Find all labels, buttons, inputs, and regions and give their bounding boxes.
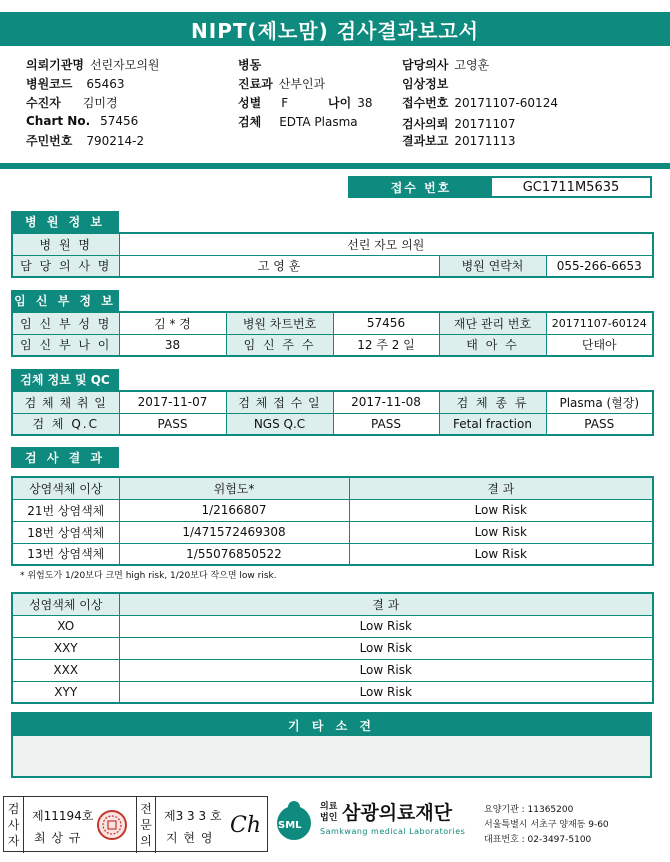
footer	[0, 796, 670, 854]
chromosome-name: XXX	[12, 659, 119, 681]
fetus-count-label: 태 아 수	[439, 334, 546, 356]
request-date: 검사의뢰 20171107	[402, 117, 516, 131]
hospital-name-label: 병 원 명	[12, 233, 119, 255]
verifier-number: 제3 3 3 호	[164, 809, 222, 823]
org-prefix: 의료 법인	[320, 802, 338, 823]
address: 서울특별시 서초구 양재동 9-60	[484, 820, 609, 830]
organization-block	[272, 796, 667, 852]
table-row	[12, 681, 653, 703]
sex-result-header: 결 과	[119, 593, 653, 615]
report-title: NIPT(제노맘) 검사결과보고서	[0, 12, 670, 46]
foundation-number-label: 재단 관리 번호	[439, 312, 546, 334]
inspector-label: 검 사 자	[4, 797, 24, 853]
receive-date-value: 2017-11-08	[333, 391, 439, 413]
fetal-fraction-label: Fetal fraction	[439, 413, 546, 435]
specimen-table	[11, 390, 654, 436]
organization-english-name: Samkwang medical Laboratories	[320, 827, 466, 836]
fetus-count-value: 단태아	[546, 334, 653, 356]
section-result-label: 검 사 결 과	[11, 447, 119, 468]
contact-value: 055-266-6653	[546, 255, 653, 277]
hospital-name: 의뢰기관명 선린자모의원	[26, 58, 160, 72]
pregnancy-weeks-label: 임 신 주 수	[226, 334, 333, 356]
logo-text: SML	[278, 820, 302, 831]
patient-info	[0, 50, 670, 160]
risk-value: 1/471572469308	[119, 521, 349, 543]
pregnant-name-value: 김 * 경	[119, 312, 226, 334]
table-row	[12, 659, 653, 681]
fetal-fraction-value: PASS	[546, 413, 653, 435]
verifier-label: 전 문 의	[136, 797, 156, 853]
pregnancy-weeks-value: 12 주 2 일	[333, 334, 439, 356]
chromosome-name: 21번 상염색체	[12, 499, 119, 521]
hospital-table	[11, 232, 654, 278]
signature-box	[3, 796, 268, 852]
foundation-number-value: 20171107-60124	[546, 312, 653, 334]
result-value: Low Risk	[349, 521, 653, 543]
result-value: Low Risk	[119, 615, 653, 637]
risk-value: 1/2166807	[119, 499, 349, 521]
specimen: 검체 EDTA Plasma	[238, 115, 358, 129]
resident-no: 주민번호 790214-2	[26, 134, 145, 148]
specimen-type-label: 검 체 종 류	[439, 391, 546, 413]
chromosome-name: XO	[12, 615, 119, 637]
doctor-name-value: 고 영 훈	[119, 255, 439, 277]
seal-icon	[96, 809, 128, 841]
ngs-qc-value: PASS	[333, 413, 439, 435]
result-value: Low Risk	[349, 543, 653, 565]
table-row	[12, 543, 653, 565]
chromosome-name: 13번 상염색체	[12, 543, 119, 565]
hospital-name-value: 선린 자모 의원	[119, 233, 653, 255]
chromosome-name: 18번 상염색체	[12, 521, 119, 543]
chart-number-value: 57456	[333, 312, 439, 334]
sex-chromosome-header: 성염색체 이상	[12, 593, 119, 615]
doctor-name-label: 담 당 의 사 명	[12, 255, 119, 277]
recipient: 수진자 김미경	[26, 96, 118, 110]
department: 진료과 산부인과	[238, 77, 326, 91]
autosome-header: 상염색체 이상	[12, 477, 119, 499]
receipt-value: GC1711M5635	[522, 179, 620, 195]
verifier-name: 지 현 영	[166, 831, 214, 845]
collect-date-label: 검 체 채 취 일	[12, 391, 119, 413]
table-row	[12, 637, 653, 659]
receipt-label: 접수 번호	[350, 178, 492, 196]
collect-date-value: 2017-11-07	[119, 391, 226, 413]
ward: 병동	[238, 58, 262, 72]
result-value: Low Risk	[119, 659, 653, 681]
receive-date-label: 검 체 접 수 일	[226, 391, 333, 413]
divider	[0, 163, 670, 169]
risk-header: 위험도*	[119, 477, 349, 499]
pregnant-name-label: 임 신 부 성 명	[12, 312, 119, 334]
chromosome-name: XXY	[12, 637, 119, 659]
table-row	[12, 521, 653, 543]
table-row	[12, 615, 653, 637]
result-value: Low Risk	[119, 637, 653, 659]
report-date: 결과보고 20171113	[402, 134, 516, 148]
specimen-type-value: Plasma (혈장)	[546, 391, 653, 413]
risk-note: * 위험도가 1/20보다 크면 high risk, 1/20보다 작으면 low risk.	[20, 571, 277, 581]
doctor: 담당의사 고영훈	[402, 58, 490, 72]
pregnant-age-label: 임 신 부 나 이	[12, 334, 119, 356]
section-specimen-label: 검체 정보 및 QC	[11, 369, 119, 390]
sex-chromosome-table	[11, 592, 654, 704]
specimen-qc-label: 검 체 Q.C	[12, 413, 119, 435]
receipt-number-box	[348, 176, 652, 198]
result-value: Low Risk	[119, 681, 653, 703]
autosome-result-table	[11, 476, 654, 566]
pregnant-table	[11, 311, 654, 357]
chart-no: Chart No. 57456	[26, 114, 139, 128]
specimen-qc-value: PASS	[119, 413, 226, 435]
pregnant-age-value: 38	[119, 334, 226, 356]
sex: 성별 F	[238, 96, 289, 110]
section-hospital-label: 병 원 정 보	[11, 211, 119, 232]
other-findings	[11, 712, 652, 778]
inspector-number: 제11194호	[32, 809, 94, 823]
hospital-code: 병원코드 65463	[26, 77, 125, 91]
receipt-number: 접수번호 20171107-60124	[402, 96, 558, 110]
phone: 대표번호 : 02-3497-5100	[484, 835, 592, 845]
contact-label: 병원 연락처	[439, 255, 546, 277]
age: 나이 38	[328, 96, 373, 110]
signature: Ch	[230, 813, 262, 838]
clinical-info: 임상정보	[402, 77, 449, 91]
ngs-qc-label: NGS Q.C	[226, 413, 333, 435]
risk-value: 1/55076850522	[119, 543, 349, 565]
organization-name: 삼광의료재단	[342, 802, 453, 824]
chromosome-name: XYY	[12, 681, 119, 703]
result-value: Low Risk	[349, 499, 653, 521]
result-header: 결 과	[349, 477, 653, 499]
institution-code: 요양기관 : 11365200	[484, 805, 574, 815]
other-findings-body	[13, 736, 650, 776]
section-pregnant-label: 임 신 부 정 보	[11, 290, 119, 311]
table-row	[12, 499, 653, 521]
other-findings-label: 기 타 소 견	[13, 714, 650, 736]
inspector-name: 최 상 규	[34, 831, 82, 845]
chart-number-label: 병원 차트번호	[226, 312, 333, 334]
